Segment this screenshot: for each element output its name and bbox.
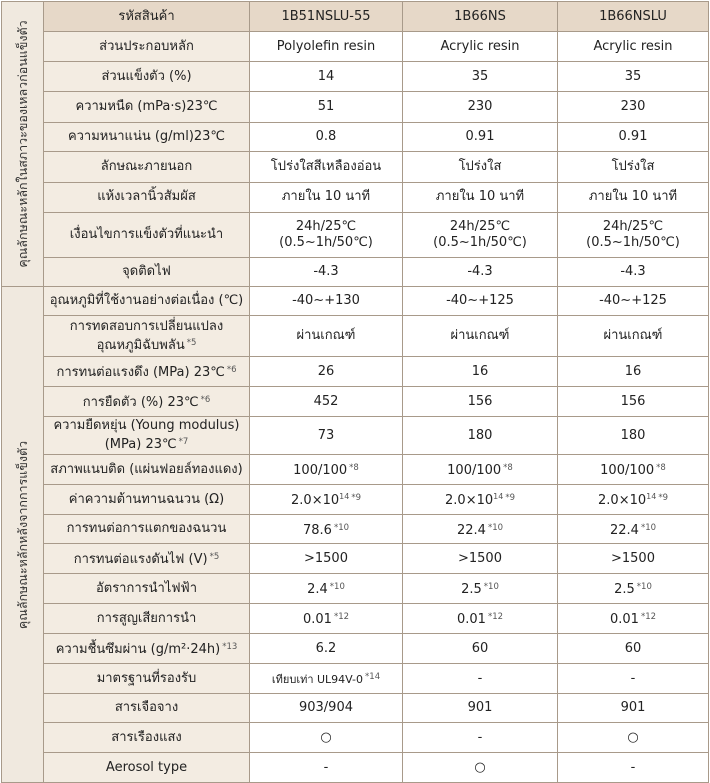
cell-value: 903/904 [250, 694, 403, 723]
footnote-ref: *6 [200, 395, 211, 405]
table-row [2, 723, 709, 753]
row-label [44, 634, 250, 664]
cell-value: 35 [403, 61, 558, 91]
table-row [2, 212, 709, 257]
cell-value: โปร่งใสสีเหลืองอ่อน [250, 152, 403, 182]
row-label-line: ความยืดหยุ่น (Young modulus) [53, 418, 240, 433]
cell-value: 73 [250, 417, 403, 455]
footnote-ref: *10 [640, 522, 657, 533]
cell-value: 6.2 [250, 634, 403, 664]
table-row [2, 485, 709, 515]
cell-text: เทียบเท่า UL94V-0 [271, 673, 364, 686]
cell-value: 901 [558, 694, 709, 723]
table-row [2, 152, 709, 182]
row-label-line: (MPa) 23℃ [104, 437, 177, 452]
group-before-cure [2, 2, 44, 287]
row-label: ลักษณะภายนอก [44, 152, 250, 182]
cell-text: 22.4 [456, 522, 486, 538]
footnote-ref: *9 [505, 493, 515, 503]
cell-value [403, 455, 558, 485]
cell-value: ผ่านเกณฑ์ [558, 316, 709, 357]
row-label-text: ความชื้นซึมผ่าน (g/m²·24h) [55, 642, 221, 657]
footnote-ref: *6 [226, 365, 237, 375]
cell-value: Acrylic resin [403, 32, 558, 61]
row-label [44, 316, 250, 357]
cell-value [250, 574, 403, 604]
table-row [2, 574, 709, 604]
row-label-line: อุณหภูมิฉับพลัน [96, 337, 185, 353]
exponent: 14 [339, 492, 350, 501]
cell-value: ผ่านเกณฑ์ [403, 316, 558, 357]
cell-value [250, 664, 403, 694]
footnote-ref: *8 [349, 463, 359, 473]
cell-value [250, 604, 403, 634]
row-label-text: การยืดตัว (%) 23℃ [82, 395, 199, 410]
cell-value: 26 [250, 357, 403, 387]
cell-text: 2.0×10 [291, 493, 340, 508]
row-label: สารเรืองแสง [44, 723, 250, 753]
cell-value: 230 [403, 92, 558, 122]
cell-value: -40~+125 [558, 287, 709, 316]
cell-value [558, 574, 709, 604]
cell-value: - [558, 664, 709, 694]
row-label: มาตรฐานที่รองรับ [44, 664, 250, 694]
group-after-cure-label: คุณลักษณะหลักหลังจากการแข็งตัว [14, 440, 30, 629]
cell-value [250, 212, 403, 257]
cell-value: >1500 [558, 544, 709, 574]
cell-value: 0.8 [250, 122, 403, 151]
cure-time: 24h/25℃ [602, 218, 664, 234]
cell-value: >1500 [250, 544, 403, 574]
cell-value: 156 [558, 387, 709, 417]
cell-value: -4.3 [558, 257, 709, 286]
cell-value [558, 455, 709, 485]
footnote-ref: *8 [656, 463, 666, 473]
cell-value [403, 604, 558, 634]
cell-value: - [558, 753, 709, 783]
row-label: จุดติดไฟ [44, 257, 250, 286]
table-row [2, 287, 709, 316]
product-name: 1B66NSLU [558, 2, 709, 32]
group-after-cure [2, 287, 44, 783]
footnote-ref: *10 [636, 582, 652, 592]
header-row [2, 2, 709, 32]
row-label: การสูญเสียการนำ [44, 604, 250, 634]
cell-value: 0.91 [403, 122, 558, 151]
cell-value [403, 574, 558, 604]
cell-value: 0.91 [558, 122, 709, 151]
table-row [2, 417, 709, 455]
product-name: 1B51NSLU-55 [250, 2, 403, 32]
row-label [44, 357, 250, 387]
cell-value [250, 455, 403, 485]
cell-text: 22.4 [609, 522, 639, 538]
row-label-text: การทนต่อแรงดึง (MPa) 23℃ [56, 365, 225, 380]
cure-time: 24h/25℃ [449, 218, 511, 234]
cell-value: ภายใน 10 นาที [250, 182, 403, 212]
footnote-ref: *10 [329, 582, 345, 592]
cell-value: 156 [403, 387, 558, 417]
table-row [2, 694, 709, 723]
table-row [2, 357, 709, 387]
cell-value: ผ่านเกณฑ์ [250, 316, 403, 357]
exponent: 14 [646, 492, 657, 501]
cell-value: ○ [403, 753, 558, 783]
row-label: ความหนาแน่น (g/ml)23℃ [44, 122, 250, 151]
cure-time-alt: (0.5~1h/50℃) [433, 234, 527, 250]
footnote-ref: *9 [658, 493, 668, 503]
cell-value [403, 212, 558, 257]
table-row [2, 257, 709, 286]
row-label: สารเจือจาง [44, 694, 250, 723]
cell-value [403, 515, 558, 544]
row-label: อัตราการนำไฟฟ้า [44, 574, 250, 604]
cell-text: 2.4 [307, 582, 328, 597]
row-label: แห้งเวลานิ้วสัมผัส [44, 182, 250, 212]
row-label: เงื่อนไขการแข็งตัวที่แนะนำ [44, 212, 250, 257]
cell-value: 60 [558, 634, 709, 664]
cell-text: 0.01 [302, 612, 332, 627]
table-row [2, 122, 709, 151]
footnote-ref: *12 [640, 612, 657, 622]
cell-value: โปร่งใส [403, 152, 558, 182]
table-row [2, 634, 709, 664]
cell-text: 2.0×10 [445, 493, 494, 508]
row-label: ส่วนแข็งตัว (%) [44, 61, 250, 91]
row-label: ส่วนประกอบหลัก [44, 32, 250, 61]
cure-time-alt: (0.5~1h/50℃) [586, 234, 680, 250]
cell-value: 16 [558, 357, 709, 387]
row-label: Aerosol type [44, 753, 250, 783]
cell-value: ภายใน 10 นาที [558, 182, 709, 212]
table-row [2, 515, 709, 544]
cell-text: 2.5 [461, 582, 482, 597]
cell-text: 0.01 [609, 612, 639, 627]
table-row [2, 455, 709, 485]
cell-text: 100/100 [447, 463, 502, 478]
cell-value: 180 [403, 417, 558, 455]
table-row [2, 544, 709, 574]
cell-value: Acrylic resin [558, 32, 709, 61]
table-row [2, 664, 709, 694]
cell-value [558, 485, 709, 515]
table-row [2, 387, 709, 417]
row-label: อุณหภูมิที่ใช้งานอย่างต่อเนื่อง (℃) [44, 287, 250, 316]
cell-value: -4.3 [403, 257, 558, 286]
cell-value: 60 [403, 634, 558, 664]
table-row [2, 182, 709, 212]
cure-time: 24h/25℃ [295, 218, 357, 234]
footnote-ref: *10 [483, 582, 499, 592]
cell-value: >1500 [403, 544, 558, 574]
footnote-ref: *10 [333, 522, 350, 533]
footnote-ref: *14 [365, 672, 381, 682]
cell-value: ○ [558, 723, 709, 753]
cell-value: ○ [250, 723, 403, 753]
table-row [2, 316, 709, 357]
footnote-ref: *13 [222, 642, 238, 652]
cell-value: โปร่งใส [558, 152, 709, 182]
row-label-line: การทดสอบการเปลี่ยนแปลง [69, 318, 224, 334]
cell-value [558, 604, 709, 634]
cell-text: 100/100 [600, 463, 655, 478]
cell-value: -40~+130 [250, 287, 403, 316]
table-row [2, 753, 709, 783]
cell-value: Polyolefin resin [250, 32, 403, 61]
cell-value [558, 212, 709, 257]
row-label: ความหนืด (mPa·s)23℃ [44, 92, 250, 122]
footnote-ref: *5 [209, 552, 220, 562]
cure-time-alt: (0.5~1h/50℃) [279, 234, 373, 250]
row-label: ค่าความต้านทานฉนวน (Ω) [44, 485, 250, 515]
row-label [44, 417, 250, 455]
cell-value: 51 [250, 92, 403, 122]
group-before-cure-label: คุณลักษณะหลักในสภาวะของเหลวก่อนแข็งตัว [14, 20, 30, 268]
table-row [2, 604, 709, 634]
table-row [2, 92, 709, 122]
footnote-ref: *10 [487, 522, 504, 533]
row-label: สภาพแนบติด (แผ่นฟอยล์ทองแดง) [44, 455, 250, 485]
cell-value: 35 [558, 61, 709, 91]
footnote-ref: *8 [503, 463, 513, 473]
cell-value [403, 485, 558, 515]
cell-value: ภายใน 10 นาที [403, 182, 558, 212]
footnote-ref: *12 [333, 612, 350, 622]
row-label-text: การทนต่อแรงดันไฟ (V) [73, 552, 208, 567]
footnote-ref: *7 [178, 437, 189, 447]
cell-value [558, 515, 709, 544]
cell-value: - [250, 753, 403, 783]
cell-text: 0.01 [456, 612, 486, 627]
footnote-ref: *9 [351, 493, 361, 503]
table-row [2, 32, 709, 61]
cell-value: - [403, 723, 558, 753]
row-label [44, 544, 250, 574]
row-label: การทนต่อการแตกของฉนวน [44, 515, 250, 544]
cell-value: -4.3 [250, 257, 403, 286]
cell-value [250, 515, 403, 544]
product-name: 1B66NS [403, 2, 558, 32]
cell-value: 14 [250, 61, 403, 91]
cell-value: 16 [403, 357, 558, 387]
product-code-label: รหัสสินค้า [44, 2, 250, 32]
cell-text: 100/100 [293, 463, 348, 478]
cell-value: 230 [558, 92, 709, 122]
cell-text: 78.6 [302, 522, 332, 538]
cell-value: - [403, 664, 558, 694]
footnote-ref: *12 [487, 612, 504, 622]
cell-value: 452 [250, 387, 403, 417]
spec-table [1, 1, 709, 783]
exponent: 14 [493, 492, 504, 501]
cell-value [250, 485, 403, 515]
cell-text: 2.0×10 [598, 493, 647, 508]
table-row [2, 61, 709, 91]
footnote-ref: *5 [186, 337, 197, 348]
row-label [44, 387, 250, 417]
cell-text: 2.5 [614, 582, 635, 597]
cell-value: -40~+125 [403, 287, 558, 316]
cell-value: 180 [558, 417, 709, 455]
cell-value: 901 [403, 694, 558, 723]
